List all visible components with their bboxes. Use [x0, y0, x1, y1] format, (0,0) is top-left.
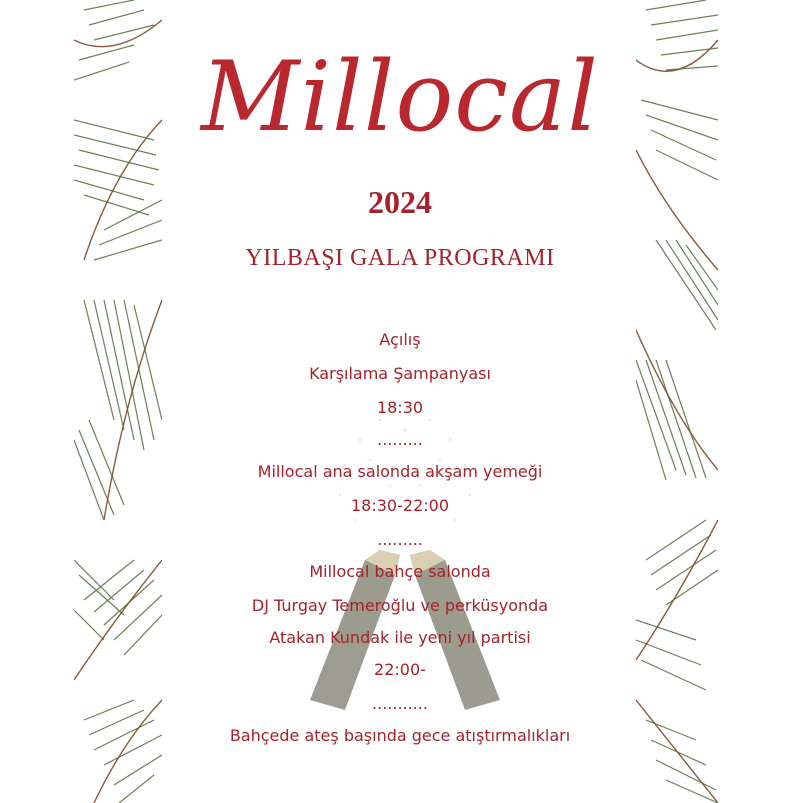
schedule-line: 18:30-22:00 [351, 496, 449, 515]
pine-branches-right [636, 0, 718, 803]
schedule-line: Millocal ana salonda akşam yemeği [257, 462, 543, 481]
schedule-line: Açılış [379, 330, 421, 349]
year-heading: 2024 [368, 184, 432, 220]
schedule-line: Millocal bahçe salonda [309, 562, 491, 581]
pine-branches-left [74, 0, 162, 803]
schedule-line: 18:30 [376, 398, 424, 417]
program-title: YILBAŞI GALA PROGRAMI [245, 245, 555, 271]
schedule-separator: ......... [377, 530, 423, 549]
schedule-line: Atakan Kundak ile yeni yıl partisi [269, 628, 531, 647]
schedule-line: 22:00- [374, 660, 426, 679]
program-content [160, 0, 640, 803]
schedule-separator: ......... [377, 430, 423, 449]
brand-logo-title: Millocal [201, 41, 599, 153]
schedule-line: Bahçede ateş başında gece atıştırmalıkları [229, 726, 571, 745]
schedule-line: DJ Turgay Temeroğlu ve perküsyonda [251, 596, 549, 615]
schedule-separator: ........... [372, 694, 428, 713]
schedule-line: Karşılama Şampanyası [309, 364, 491, 383]
